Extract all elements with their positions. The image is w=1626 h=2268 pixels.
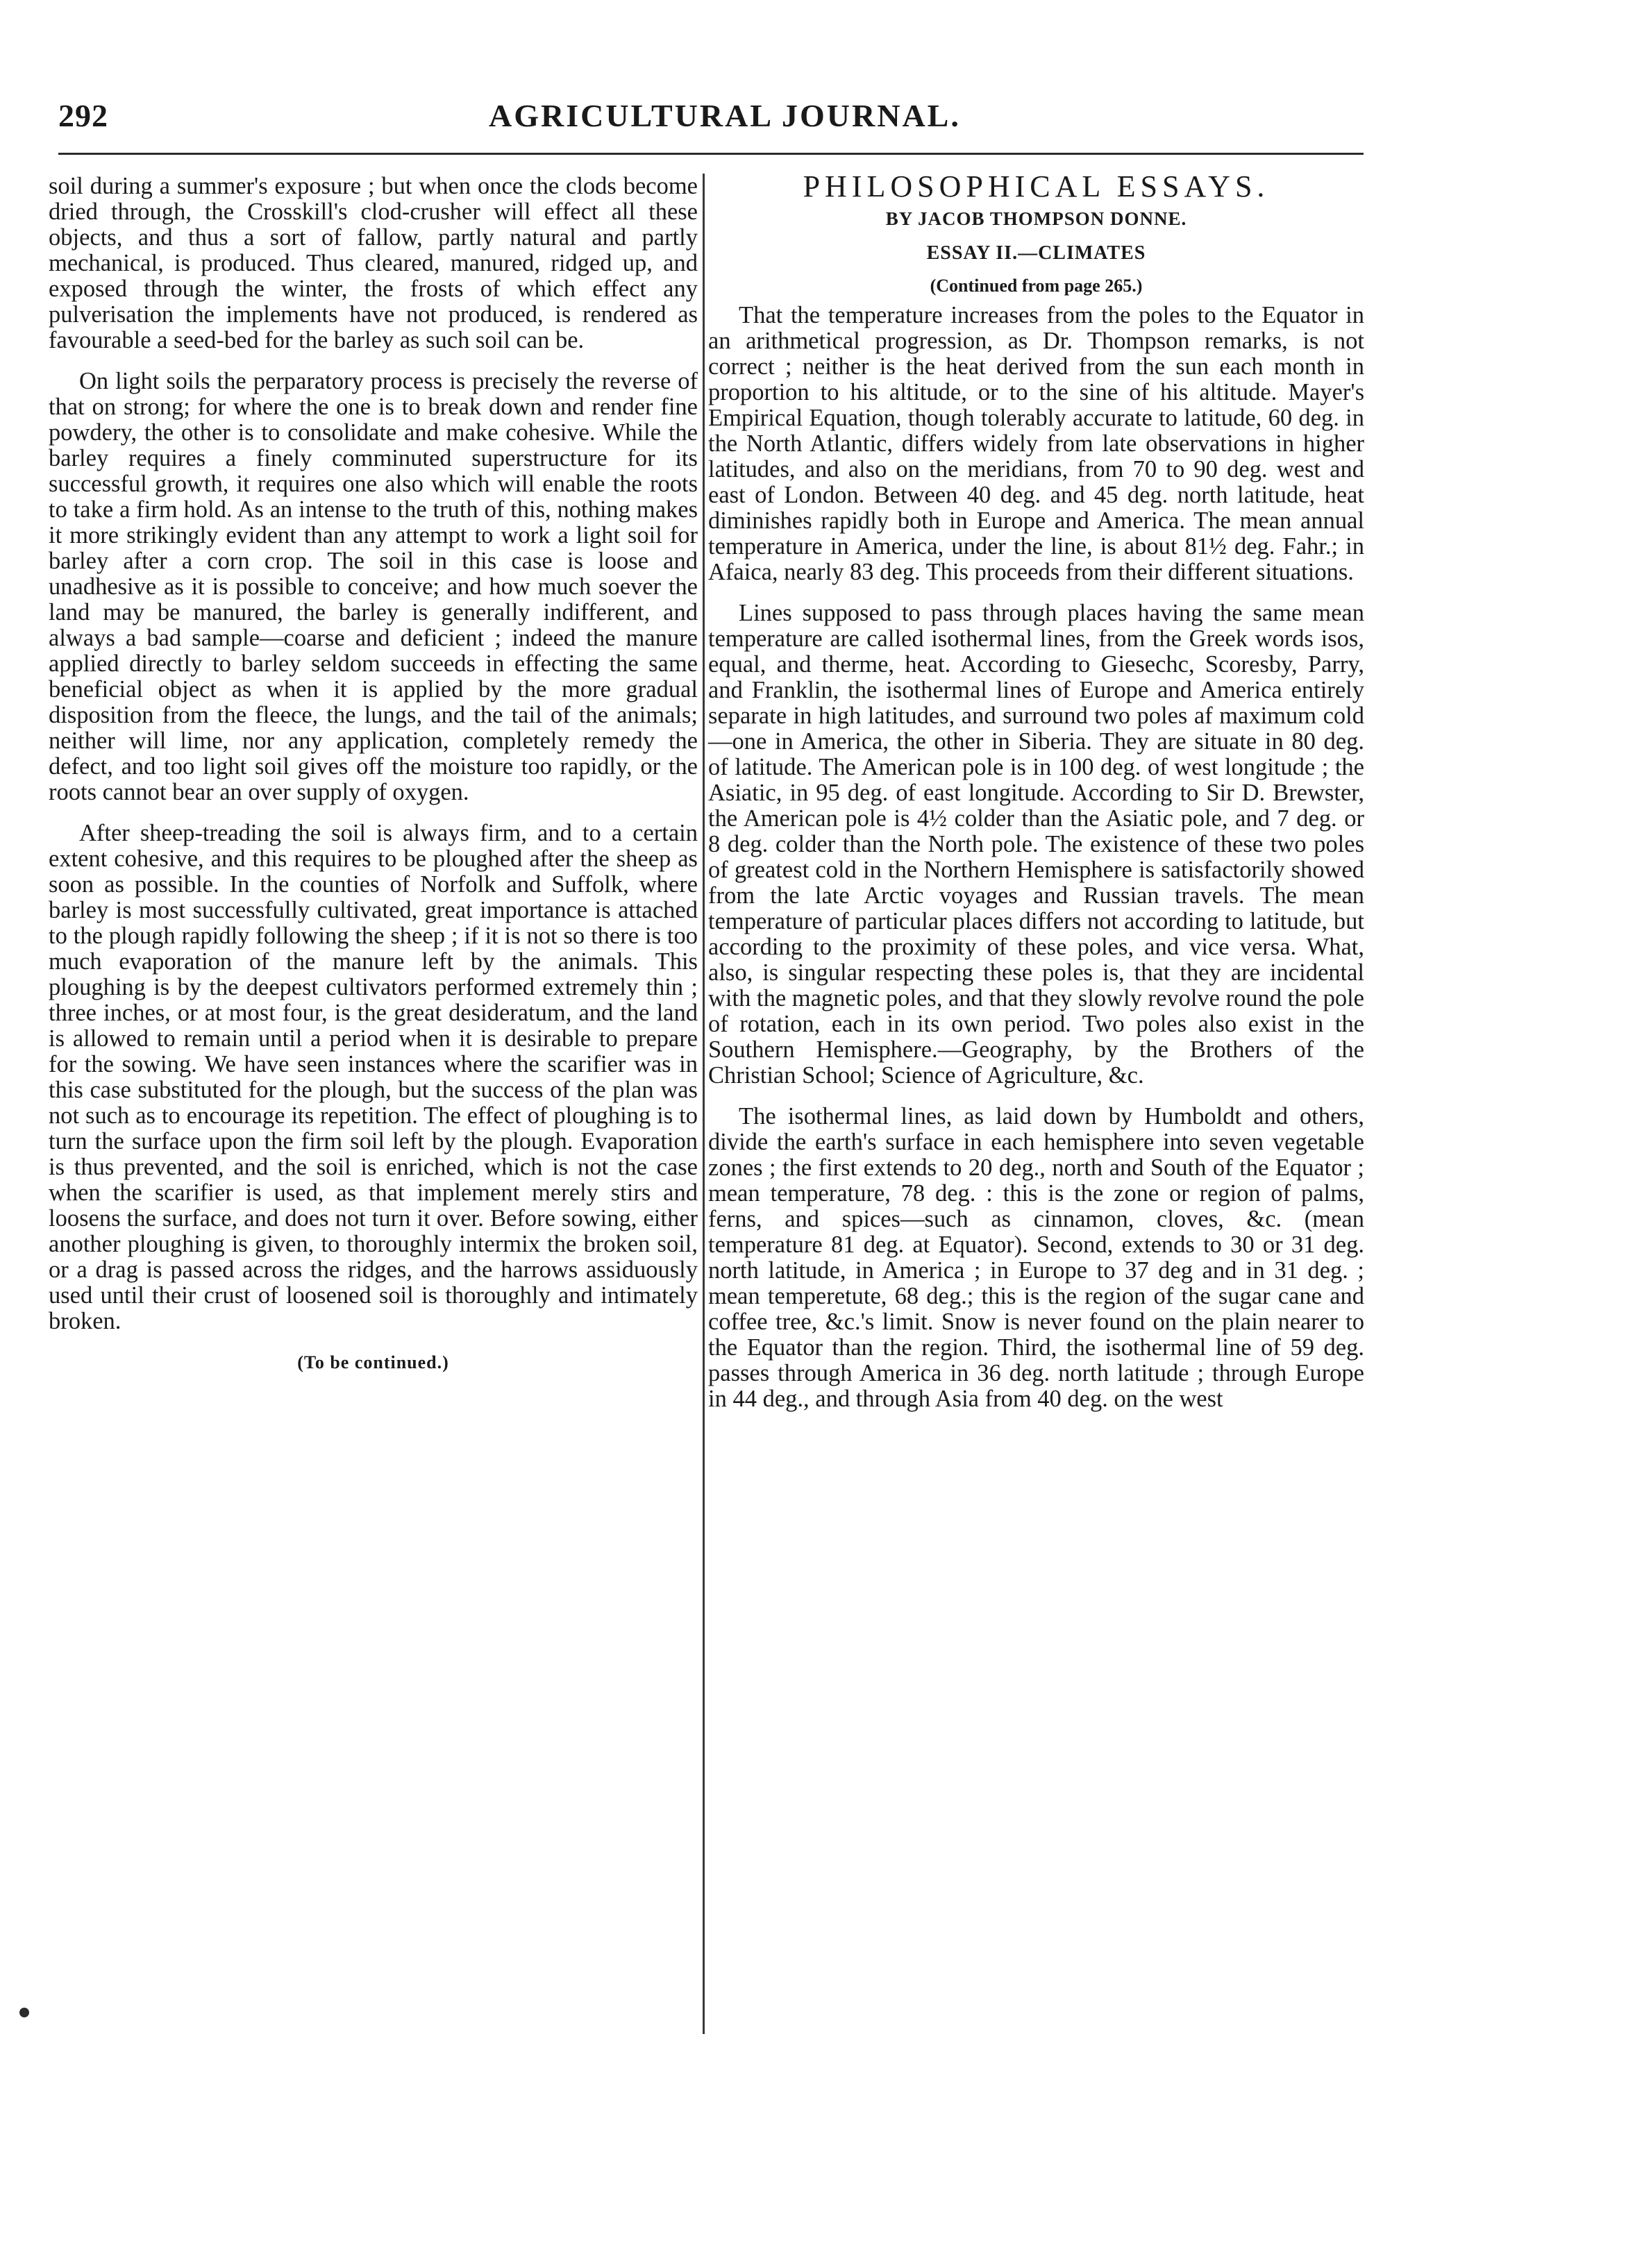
header-rule (58, 153, 1364, 155)
author-byline: BY JACOB THOMPSON DONNE. (885, 208, 1187, 229)
right-column (708, 169, 1364, 1427)
margin-mark (19, 2008, 29, 2017)
column-divider (703, 174, 705, 2034)
right-paragraph: That the temperature increases from the poles to the Equator in an arithmetical progression, as Dr. Thompson remarks, is not correct ; neither is the heat derived from the sun each month in proportion to his altitude, or to the sine of his altitude. Mayer's Empirical Equation, though tolerably accurate to latitude, 60 deg. in the North Atlantic, differs widely from late observations in higher latitudes, and also on the meridians, from 70 to 90 deg. west and east of London. Between 40 deg. and 45 deg. north latitude, heat diminishes rapidly both in Europe and America. The mean annual temperature in America, under the line, is about 81½ deg. Fahr.; in Afaica, nearly 83 deg. This proceeds from their different situations. (708, 302, 1364, 585)
right-paragraph: Lines supposed to pass through places having the same mean temperature are called isothermal lines, from the Greek words isos, equal, and therme, heat. According to Giesechc, Scoresby, Parry, and Franklin, the isothermal lines of Europe and America entirely separate in high latitudes, and surround two poles af maximum cold—one in America, the other in Siberia. They are situate in 80 deg. of latitude. The American pole is in 100 deg. of west longitude ; the Asiatic, in 95 deg. of east longitude. According to Sir D. Brewster, the American pole is 4½ colder than the Asiatic pole, and 7 deg. or 8 deg. colder than the North pole. The existence of these two poles of greatest cold in the Northern Hemisphere is satisfactorily showed from the late Arctic voyages and Russian travels. The mean temperature of particular places differs not according to latitude, but according to the proximity of these poles, and vice versa. What, also, is singular respecting these poles is, that they are incidental with the magnetic poles, and that they slowly revolve round the pole of rotation, each in its own period. Two poles also exist in the Southern Hemisphere.—Geography, by the Brothers of the Christian School; Science of Agriculture, &c. (708, 600, 1364, 1089)
left-paragraph: On light soils the perparatory process is precisely the reverse of that on strong; for where the one is to break down and render fine powdery, the other is to consolidate and make cohesive. While the barley requires a finely comminuted superstructure for its successful growth, it requires one also which will enable the roots to take a firm hold. As an intense to the truth of this, nothing makes it more strikingly evident than any attempt to work a light soil for barley after a corn crop. The soil in this case is loose and unadhesive as it is possible to conceive; and how much soever the land may be manured, the barley is generally indifferent, and always a bad sample—coarse and deficient ; indeed the manure applied directly to barley seldom succeeds in effecting the same beneficial object as when it is applied by the more gradual disposition from the fleece, the lungs, and the tail of the animals; neither will lime, nor any application, completely remedy the defect, and too light soil gives off the moisture too rapidly, or the roots cannot bear an over supply of oxygen. (49, 368, 698, 805)
page-header (58, 97, 1364, 153)
essay-series-title: PHILOSOPHICAL ESSAYS. (803, 169, 1270, 203)
to-be-continued-note: (To be continued.) (297, 1352, 449, 1372)
continued-from-note: (Continued from page 265.) (930, 276, 1143, 296)
running-title: AGRICULTURAL JOURNAL. (489, 98, 961, 133)
left-paragraph: soil during a summer's exposure ; but when once the clods become dried through, the Crosskill's clod-crusher will effect all these objects, and thus a sort of fallow, partly natural and partly mechanical, is produced. Thus cleared, manured, ridged up, and exposed through the winter, the frosts of which effect any pulverisation the implements have not produced, is rendered as favourable a seed-bed for the barley as such soil can be. (49, 173, 698, 353)
left-paragraph: After sheep-treading the soil is always firm, and to a certain extent cohesive, and this requires to be ploughed after the sheep as soon as possible. In the counties of Norfolk and Suffolk, where barley is most successfully cultivated, great importance is attached to the plough rapidly following the sheep ; if it is not so there is too much evaporation of the manure left by the animals. This ploughing is by the deepest cultivators performed extremely thin ; three inches, or at most four, is the great desideratum, and the land is allowed to remain until a period when it is desirable to prepare for the sowing. We have seen instances where the scarifier was in this case substituted for the plough, but the success of the plan was not such as to encourage its repetition. The effect of ploughing is to turn the surface upon the firm soil left by the plough. Evaporation is thus prevented, and the soil is enriched, which is not the case when the scarifier is used, as that implement merely stirs and loosens the surface, and does not turn it over. Before sowing, either another ploughing is given, to thoroughly intermix the broken soil, or a drag is passed across the ridges, and the harrows assiduously used until their crust of loosened soil is thoroughly and intimately broken. (49, 820, 698, 1334)
page-number: 292 (58, 98, 108, 133)
right-paragraph: The isothermal lines, as laid down by Humboldt and others, divide the earth's surface in each hemisphere into seven vegetable zones ; the first extends to 20 deg., north and South of the Equator ; mean temperature, 78 deg. : this is the zone or region of palms, ferns, and spices—such as cinnamon, cloves, &c. (mean temperature 81 deg. at Equator). Second, extends to 30 or 31 deg. north latitude, in America ; in Europe to 37 deg and in 31 deg. ; mean temperetute, 68 deg.; this is the region of the sugar cane and coffee tree, &c.'s limit. Snow is never found on the plain nearer to the Equator than the region. Third, the isothermal line of 59 deg. passes through America in 36 deg. north latitude ; through Europe in 44 deg., and through Asia from 40 deg. on the west (708, 1103, 1364, 1412)
left-column (49, 174, 698, 1375)
essay-subtitle: ESSAY II.—CLIMATES (926, 242, 1146, 264)
